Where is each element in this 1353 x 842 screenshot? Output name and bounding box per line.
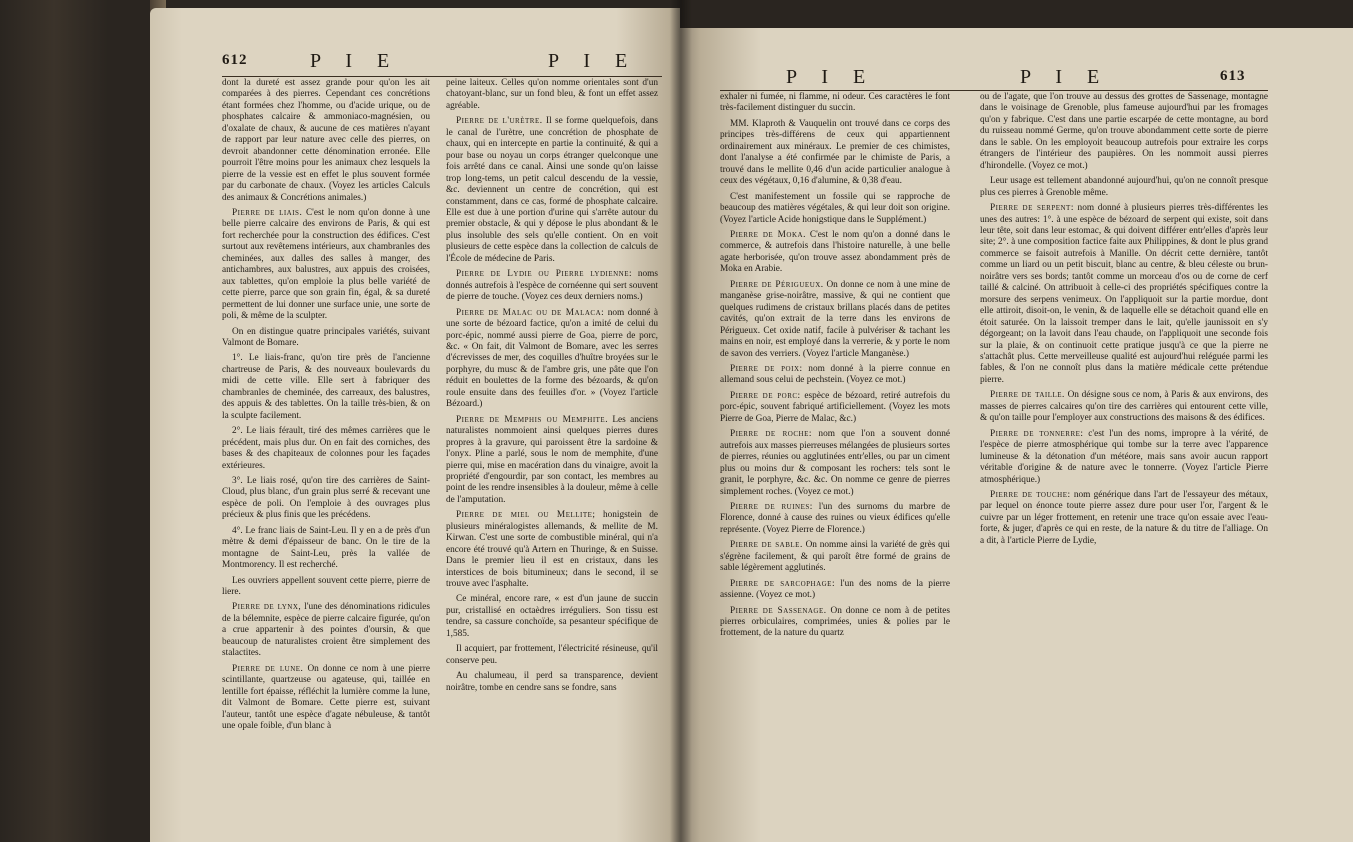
entry-text: On donne ce nom à une pierre scintillante, quartzeuse ou agateuse, qui, taillée en lentille fort épaisse, réfléchit la lumière comme la lune, dit Valmont de Bomare. Cette pierre est, suivant l'auteur, tantôt une espèce d'agate nébuleuse, & tantôt une opale foible, d'un blanc à [222, 663, 430, 732]
paragraph [720, 391, 950, 425]
paragraph [222, 78, 430, 204]
paragraph [446, 510, 658, 590]
right-page [680, 28, 1353, 842]
entry-text: C'est le nom qu'on donne à une belle pierre calcaire des environs de Paris, & qui est fort recherchée pour la construction des édifices. C'est surtout aux revêtemens intérieurs, aux chambranles des cheminées, aux dalles des salles à manger, des antichambres, aux balustres, aux appuis des croisées, aux tablettes, qu'on emploie la plus belle variété de cette pierre, parce que son grain fin, égal, & sa dureté permettent de lui donner une surface unie, une sorte de poli, & même de la sculpter. [222, 207, 430, 322]
entry-headword: Pierre de tonnerre: [990, 428, 1084, 439]
paragraph [720, 429, 950, 498]
entry-text: dont la dureté est assez grande pour qu'on les ait comparées à des pierres. Cependant ces concrétions étant formées chez l'homme, ou d'acide urique, ou de phosphates calcaire & ammoniaco-magnésien, ou d'oxalate de chaux, & aucune de ces matières n'ayant de rapport par leur nature avec celle des pierres, on devroit abandonner cette dénomination erronée. Elle pourroit l'être moins pour les animaux chez lesquels la pierre de la vessie est en effet le plus souvent formée par du carbonate de chaux. (Voyez les articles Calculs des animaux & Concrétions animales.) [222, 78, 430, 203]
paragraph [222, 353, 430, 422]
entry-text: On donne ce nom à de petites pierres orbiculaires, comprimées, unies & polies par le frottement, de la nature du quartz [720, 605, 950, 639]
entry-text: Les anciens naturalistes nommoient ainsi quelques pierres dures propres à la gravure, qui paroissent être la sardoine & l'onyx. Pline a parlé, sous le nom de memphite, d'une pierre qui, mise en macération dans du vinaigre, avoit la propriété d'engourdir, par son contact, les membres au point de les rendre insensibles à la douleur, même à celle de l'amputation. [446, 414, 659, 505]
right-column-1 [720, 92, 950, 644]
paragraph [446, 269, 658, 303]
running-head-right-a: P I E [786, 66, 876, 88]
paragraph [222, 526, 430, 572]
paragraph [720, 540, 950, 574]
entry-headword: Pierre de Périgueux. [730, 279, 824, 290]
paragraph [720, 502, 950, 536]
entry-headword: Pierre de serpent: [990, 203, 1074, 214]
paragraph [720, 579, 950, 602]
entry-text: honigstein de plusieurs minéralogistes allemands, & mellite de M. Kirwan. C'est une sorte de combustible minéral, qui n'a encore été trouvé qu'à Artern en Thuringe, & en Suisse. Dans le premier lieu il est en cristaux, dans les interstices de bois bitumineux; dans le second, il se trouve avec l'asphalte. [446, 510, 658, 590]
page-number-left: 612 [222, 52, 248, 68]
left-column-2 [446, 78, 658, 698]
paragraph [446, 671, 658, 694]
paragraph [446, 594, 658, 640]
paragraph [720, 606, 950, 640]
header-rule-right [720, 90, 1268, 91]
paragraph [446, 308, 658, 411]
entry-headword: Pierre de sable. [730, 540, 803, 551]
entry-text: l'un des noms de la pierre assienne. (Voyez ce mot.) [720, 578, 950, 601]
paragraph [720, 192, 950, 226]
entry-headword: Pierre de Memphis ou Memphite. [456, 414, 609, 425]
paragraph [446, 415, 658, 507]
entry-text: peine laiteux. Celles qu'on nomme orientales sont d'un chatoyant-blanc, sur un fond bleu, & font un effet assez agréable. [446, 78, 658, 111]
paragraph [720, 92, 950, 115]
entry-text: c'est l'un des noms, impropre à la vérité, de l'espèce de pierre atmosphérique qui tombe sur la terre avec l'apparence lumineuse & la détonation d'un météore, mais sans avoir aucun rapport véritable d'origine & de nature avec le tonnerre. (Voyez l'article Pierre atmosphérique.) [980, 428, 1268, 485]
entry-text: nom générique dans l'art de l'essayeur des métaux, par lequel on énonce toute pierre assez dure pour user l'or, l'argent & le cuivre par un léger frottement, en retenir une trace qu'on essaie avec l'eau-forte, & juger, d'après ce qui en reste, de la nature & du titre de l'alliage. On a dit, à l'article Pierre de Lydie, [980, 489, 1269, 546]
entry-headword: Pierre de ruines: [730, 501, 813, 512]
entry-headword: Pierre de lune. [232, 663, 304, 674]
paragraph [980, 176, 1268, 199]
entry-text: espèce de bézoard, retiré autrefois du porc-épic, souvent fabriqué artificiellement. (Voyez les mots Pierre de Goa, Pierre de Malac, &c.) [720, 390, 950, 424]
entry-headword: Pierre de miel ou Mellite; [456, 510, 596, 521]
paragraph [446, 116, 658, 265]
entry-text: nom donné à la pierre connue en allemand sous celui de pechstein. (Voyez ce mot.) [720, 363, 950, 386]
paragraph [720, 119, 950, 188]
paragraph [222, 576, 430, 599]
entry-headword: Pierre de liais. [232, 207, 303, 218]
entry-headword: Pierre de sarcophage: [730, 578, 836, 589]
entry-text: Leur usage est tellement abandonné aujourd'hui, qu'on ne connoît presque plus ces pierres à Grenoble même. [980, 176, 1268, 198]
entry-text: On en distingue quatre principales variétés, suivant Valmont de Bomare. [222, 326, 430, 348]
entry-headword: Pierre de roche: [730, 429, 812, 440]
header-rule-left [222, 76, 662, 77]
entry-text: Il se forme quelquefois, dans le canal de l'urètre, une concrétion de phosphate de chaux, qui en intercepte en partie la continuité, & qui a pour base ou noyau un corps étranger quelconque une fois arrêté dans ce canal. Ainsi une sonde qu'on laisse trop long-tems, un petit calcul descendu de la vessie, &c. deviennent un centre de concrétion, qui est constamment, dans ce cas, formé de phosphate calcaire. Elle est due à une portion d'urine qui s'arrête autour du premier obstacle, & qui y dépose le plus abondant & le plus insoluble des sels qu'elle contient. On en voit plusieurs de cette espèce dans la collection de calculs de l'École de médecine de Paris. [446, 116, 658, 264]
paragraph [222, 664, 430, 733]
entry-text: 4°. Le franc liais de Saint-Leu. Il y en a de près d'un mètre & demi d'épaisseur de banc. On le tire de la montagne de Saint-Leu, près la vallée de Montmorency. Il est recherché. [222, 525, 430, 571]
entry-text: Au chalumeau, il perd sa transparence, devient noirâtre, tombe en cendre sans se fondre, sans [446, 671, 658, 693]
paragraph [980, 390, 1268, 424]
paragraph [720, 364, 950, 387]
paragraph [446, 78, 658, 112]
paragraph [446, 644, 658, 667]
paragraph [980, 490, 1268, 547]
running-head-left-b: P I E [548, 50, 638, 72]
entry-text: l'un des surnoms du marbre de Florence, donné à cause des ruines ou vieux édifices qu'elle représente. (Voyez Pierre de Florence.) [720, 501, 951, 535]
left-page [150, 8, 680, 842]
entry-text: On nomme ainsi la variété de grès qui s'égrène facilement, & qui paroît être formé de grains de sable légèrement agglutinés. [720, 540, 950, 574]
entry-headword: Pierre de touche: [990, 489, 1071, 500]
entry-text: l'une des dénominations ridicules de la bélemnite, espèce de pierre calcaire figurée, qu'on a crue appartenir à des pointes d'oursin, & que beaucoup de naturalistes croient être simplement des stalactites. [222, 602, 430, 659]
entry-headword: Pierre de Moka. [730, 229, 806, 240]
entry-headword: Pierre de Malac ou de Malaca: [456, 307, 605, 318]
paragraph [222, 476, 430, 522]
entry-headword: Pierre de porc: [730, 390, 801, 401]
entry-text: nom donné à une sorte de bézoard factice, qu'on a imité de celui du porc-épic, nommé aussi pierre de Goa, pierre de porc, &c. « On fait, dit Valmont de Bomare, avec les serres d'écrevisses de mer, des coquilles d'huître broyées sur le porphyre, du musc & de l'ambre gris, une pâte que l'on réduit en boulettes de la forme des bézoards, & qu'on roule ensuite dans des feuilles d'or. » (Voyez l'article Bézoard.) [446, 307, 658, 410]
entry-text: ou de l'agate, que l'on trouve au dessus des grottes de Sassenage, montagne dans le voisinage de Grenoble, plus fameuse aujourd'hui par les fromages qu'on y fabrique. C'est dans une partie escarpée de cette montagne, au bord du ruisseau nommé Germe, qu'on trouve abondamment cette sorte de pierre dans le sable. On les employoit beaucoup autrefois pour extraire les corps étrangers de l'intérieur des paupières. On les nommoit aussi pierres d'hirondelle. (Voyez ce mot.) [980, 92, 1268, 171]
paragraph [980, 429, 1268, 486]
entry-headword: Pierre de l'urètre. [456, 116, 543, 127]
entry-text: C'est manifestement un fossile qui se rapproche de beaucoup des matières végétales, & qui leur doit son origine. (Voyez l'article Acide honigstique dans le Supplément.) [720, 191, 950, 225]
entry-text: On donne ce nom à une mine de manganèse grise-noirâtre, massive, & qui ne contient que quelques rudimens de cristaux brillans placés dans de petites cavités, qu'on extrait de la terre dans les environs de Périgueux. Cet oxide natif, facile à pulvériser & tachant les mains en noir, est employé dans la verrerie, & y porte le nom de savon des verriers. (Voyez l'article Manganèse.) [720, 279, 950, 359]
entry-text: nom donné à plusieurs pierres très-différentes les unes des autres: 1°. à une espèce de bézoard de serpent qui existe, soit dans leur tête, soit dans leur estomac, & qui doivent différer entr'elles d'après leur site; 2°. à une composition factice faite aux Philippines, & dont le plus grand commerce se faisoit autrefois à Manille. On décrit cette dernière, tantôt comme un liard ou un petit biscuit, blanc au centre, & bleu céleste ou brun-noirâtre vers ses bords; tantôt comme un morceau d'os ou de corne de cerf taillé & calciné. On attribuoit à celle-ci des propriétés spécifiques contre la morsure des serpens venimeux. On l'appliquoit sur la partie mordue, dont elle attiroit, disoit-on, le venin, & de laquelle elle se détachoit quand elle en étoit saturée. On la laissoit tremper dans le lait, qu'elle jaunissoit en s'y dégorgeant; on la lavoit dans l'eau chaude, on l'appliquoit une seconde fois sur la plaie, & on continuoit cette pratique jusqu'à ce que la pierre ne s'attachât plus. Cette merveilleuse qualité est aujourd'hui reléguée parmi les fables, & l'on ne connoît plus dans la matière médicale cette prétendue pierre. [980, 203, 1268, 385]
paragraph [222, 327, 430, 350]
entry-text: 2°. Le liais férault, tiré des mêmes carrières que le précédent, mais plus dur. On en fait des corniches, des bases & des chapiteaux de colonnes pour les façades extérieures. [222, 426, 430, 471]
paragraph [222, 208, 430, 323]
paragraph [222, 602, 430, 659]
entry-text: exhaler ni fumée, ni flamme, ni odeur. Ces caractères le font très-facilement distinguer du succin. [720, 92, 950, 114]
entry-headword: Pierre de Sassenage. [730, 605, 827, 616]
paragraph [222, 426, 430, 472]
page-number-right: 613 [1220, 68, 1246, 84]
paragraph [720, 230, 950, 276]
running-head-right-b: P I E [1020, 66, 1110, 88]
entry-text: Ce minéral, encore rare, « est d'un jaune de succin pur, cristallisé en octaèdres irréguliers. Son tissu est tendre, sa cassure conchoïde, sa pesanteur spécifique de 1,585. [446, 594, 658, 639]
entry-text: 3°. Le liais rosé, qu'on tire des carrières de Saint-Cloud, plus blanc, d'un grain plus serré & recevant une espèce de poli. On l'emploie à des ouvrages plus précieux & plus finis que les précédens. [222, 475, 430, 521]
running-head-left-a: P I E [310, 50, 400, 72]
entry-headword: Pierre de poix: [730, 363, 803, 374]
entry-text: C'est le nom qu'on a donné dans le commerce, & autrefois dans l'histoire naturelle, à une belle agate herborisée, qu'on trouve assez abondamment près de Moka en Arabie. [720, 229, 951, 275]
entry-text: MM. Klaproth & Vauquelin ont trouvé dans ce corps des principes très-différens de ceux qui appartiennent ordinairement aux minéraux. Le premier de ces chimistes, dont l'analyse a été confirmée par le chimiste de Paris, a trouvé dans le mellite 0,46 d'un acide particulier analogue à ceux des végétaux, 0,16 d'alumine, & 0,38 d'eau. [720, 118, 950, 187]
entry-text: 1°. Le liais-franc, qu'on tire près de l'ancienne chartreuse de Paris, & des nouveaux boulevards du midi de cette ville. Elle sert à fabriquer des chambranles de cheminée, des carreaux, des balustres, des appuis & des tablettes. On la taille très-bien, & on la sculpte facilement. [222, 353, 430, 421]
entry-text: On désigne sous ce nom, à Paris & aux environs, des masses de pierres calcaires qu'on tire des carrières qui entourent cette ville, & qu'on taille pour l'employer aux constructions des maisons & des édifices. [980, 390, 1269, 424]
entry-text: noms donnés autrefois à l'espèce de cornéenne qui sert souvent de pierre de touche. (Voyez ces deux derniers noms.) [446, 269, 658, 303]
paragraph [980, 92, 1268, 172]
entry-headword: Pierre de Lydie ou Pierre lydienne: [456, 269, 633, 280]
book-gutter [670, 0, 692, 842]
entry-text: Il acquiert, par frottement, l'électricité résineuse, qu'il conserve peu. [446, 644, 658, 666]
entry-text: Les ouvriers appellent souvent cette pierre, pierre de liere. [222, 575, 430, 598]
paragraph [720, 280, 950, 360]
entry-headword: Pierre de taille. [990, 390, 1065, 401]
left-column-1 [222, 78, 430, 736]
entry-headword: Pierre de lynx, [232, 602, 302, 613]
right-column-2 [980, 92, 1268, 551]
entry-text: nom que l'on a souvent donné autrefois aux masses pierreuses mélangées de plusieurs sortes de pierres, réunies ou agglutinées entr'elles, ou par un ciment plus ou moins dur & composant les rochers: tels sont le granit, le porphyre, &c. &c. On nomme ce genre de pierres simplement roches. (Voyez ce mot.) [720, 429, 950, 497]
paragraph [980, 203, 1268, 386]
